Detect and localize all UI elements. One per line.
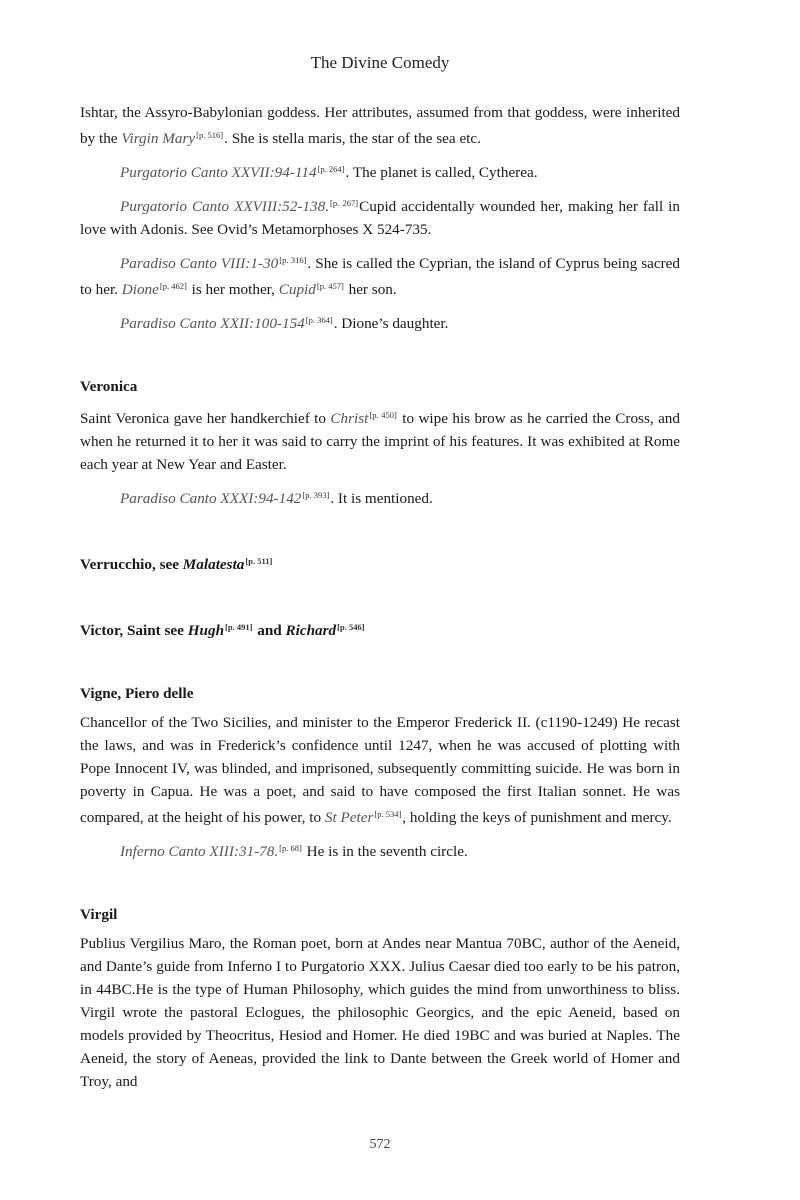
link-christ[interactable]: Christ [330, 410, 369, 427]
canto-citation[interactable]: Purgatorio Canto XXVIII:52-138. [120, 198, 329, 215]
entry-text: Chancellor of the Two Sicilies, and minister to the Emperor Frederick II. (c1190-1249) He recast the laws, and was in Frederick’s confidence until 1247, when he was accused of plotting with Pope Innocent IV, was blinded, and imprisoned, subsequently committing suicide. He was born in poverty in Capua. He was a poet, and said to have composed the first Italian sonnet. He was compared, at the height of his power, to St Peter[p. 534], holding the keys of punishment and mercy. [80, 714, 680, 826]
entry-text: Publius Vergilius Maro, the Roman poet, born at Andes near Mantua 70BC, author of the Aeneid, and Dante’s guide from Inferno I to Purgatorio XXX. Julius Caesar died too early to be his patron, in 44BC.He is the type of Human Philosophy, which guides the mind from unworthiness to bliss. Virgil wrote the pastoral Eclogues, the philosophic Georgics, and the epic Aeneid, based on models provided by Theocritus, Hesiod and Homer. He died 19BC and was buried at Naples. The Aeneid, the story of Aeneas, provided the link to Dante between the Greek world of Homer and Troy, and [80, 935, 680, 1090]
entry-verrucchio [80, 550, 680, 576]
canto-reference: Paradiso Canto VIII:1-30[p. 316]. She is called the Cyprian, the island of Cyprus being sacred to her. Dione[p. 462] is her mother, Cupid[p. 457] her son. [80, 255, 680, 298]
entry-vigne [80, 682, 680, 863]
entry-heading: Verrucchio, see Malatesta[p. 511] [80, 556, 273, 573]
link-virgin-mary[interactable]: Virgin Mary [121, 130, 196, 147]
entry-virgil [80, 903, 680, 1093]
entry-heading: Vigne, Piero delle [80, 685, 194, 702]
canto-reference: Purgatorio Canto XXVII:94-114[p. 264]. The planet is called, Cytherea. [120, 164, 538, 181]
canto-reference: Inferno Canto XIII:31-78.[p. 68] He is in the seventh circle. [120, 843, 468, 860]
canto-citation[interactable]: Paradiso Canto XXXI:94-142 [120, 490, 302, 507]
link-st-peter[interactable]: St Peter [324, 809, 374, 826]
link-cupid[interactable]: Cupid [278, 281, 316, 298]
entry-heading: Veronica [80, 378, 138, 395]
entry-veronica [80, 375, 680, 510]
canto-reference: Paradiso Canto XXII:100-154[p. 364]. Dione’s daughter. [120, 315, 449, 332]
page-ref: [p. 516] [196, 130, 224, 140]
link-malatesta[interactable]: Malatesta [182, 556, 245, 573]
link-richard[interactable]: Richard [285, 622, 337, 639]
page-body [80, 101, 680, 1093]
link-dione[interactable]: Dione [121, 281, 159, 298]
canto-citation[interactable]: Inferno Canto XIII:31-78. [120, 843, 279, 860]
entry-victor [80, 616, 680, 642]
entry-heading: Virgil [80, 906, 118, 923]
continuation-paragraph: Ishtar, the Assyro-Babylonian goddess. Her attributes, assumed from that goddess, were inherited by the Virgin Mary[p. 516]. She is stella maris, the star of the sea etc. [80, 104, 680, 147]
canto-reference: Paradiso Canto XXXI:94-142[p. 393]. It is mentioned. [120, 490, 433, 507]
canto-reference: Purgatorio Canto XXVIII:52-138.[p. 267]Cupid accidentally wounded her, making her fall in love with Adonis. See Ovid’s Metamorphoses X 524-735. [80, 198, 680, 238]
entry-text: Saint Veronica gave her handkerchief to Christ[p. 450] to wipe his brow as he carried the Cross, and when he returned it to her it was said to carry the imprint of his features. It was exhibited at Rome each year at New Year and Easter. [80, 410, 680, 473]
link-hugh[interactable]: Hugh [187, 622, 225, 639]
page-number: 572 [369, 1137, 391, 1152]
canto-citation[interactable]: Purgatorio Canto XXVII:94-114 [120, 164, 317, 181]
running-title: The Divine Comedy [310, 53, 450, 72]
entry-heading: Victor, Saint see Hugh[p. 491] and Richard[p. 546] [80, 622, 365, 639]
canto-citation[interactable]: Paradiso Canto XXII:100-154 [120, 315, 305, 332]
canto-citation[interactable]: Paradiso Canto VIII:1-30 [120, 255, 279, 272]
